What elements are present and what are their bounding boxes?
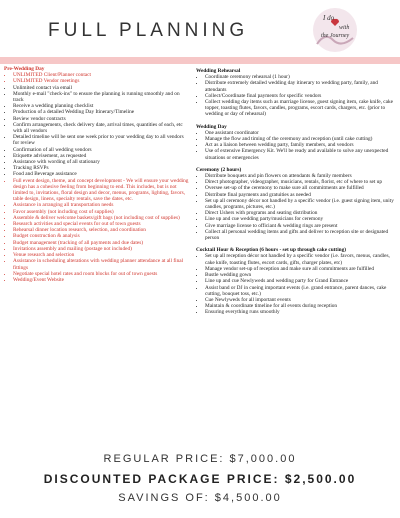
- list-item: • Assistance with wording of all stationary: [13, 159, 190, 165]
- list-item: • Monthly e-mail "check-ins" to ensure the planning is running smoothly and on track: [13, 91, 190, 103]
- list-item: • Line up and cue wedding party/musicians for ceremony: [205, 216, 396, 222]
- list-item: • Oversee set-up of the ceremony to make sure all commitments are fulfilled: [205, 185, 396, 191]
- list-item: • Detailed timeline will be sent one week prior to your wedding day to all vendors for review: [13, 134, 190, 146]
- list-item: • Review vendor contracts: [13, 116, 190, 122]
- list-item: • Distribute final payments and gratuities as needed: [205, 192, 396, 198]
- list-item: • Line up and cue Newlyweds and wedding party for Grand Entrance: [205, 278, 396, 284]
- list-item: • Distribute extremely detailed wedding day itinerary to wedding party, family, and attendants: [205, 80, 396, 92]
- list-item: • Coordinate ceremony rehearsal (1 hour): [205, 74, 396, 80]
- list-item: • Manage vendor set-up of reception and make sure all commitments are fulfilled: [205, 266, 396, 272]
- list-item: • Set up all reception décor not handled by a specific vendor (i.e. favors, menus, candles, cake knife, toasting flutes, escort cards, gifts, charger plates, etc): [205, 253, 396, 265]
- list-item: • Assistance in scheduling alterations with wedding planner attendance at all final fittings: [13, 258, 190, 270]
- list-item: • Bustle wedding gown: [205, 272, 396, 278]
- page-title: FULL PLANNING: [48, 20, 249, 41]
- section-title-ceremony: Ceremony (2 hours): [196, 166, 242, 173]
- rehearsal-list: [196, 74, 396, 117]
- list-item: • Assist band or DJ in cueing important events (i.e. grand entrance, parent dances, cake cutting, bouquet toss, etc.): [205, 285, 396, 297]
- list-item: • Etiquette advisement, as requested: [13, 153, 190, 159]
- list-item: • Food and Beverage assistance: [13, 171, 190, 177]
- list-item: • Budget construction & analysis: [13, 233, 190, 239]
- list-item: • Full event design, theme, and concept development - We will ensure your wedding design has a cohesive feeling from beginning to end. This includes, but is not limited to, invitations, floral design and decor, menus, programs, lighting, favors, table design, linens, specialty rentals, save the dates, etc.: [13, 178, 190, 203]
- savings-amount: SAVINGS OF: $4,500.00: [118, 492, 282, 504]
- section-title-pre-wedding: Pre-Wedding Day: [4, 66, 45, 72]
- list-item: • Negotiate special hotel rates and room blocks for out of town guests: [13, 271, 190, 277]
- list-item: • Assistance in arranging all transportation needs: [13, 202, 190, 208]
- list-item: • Confirm arrangements, check delivery date, arrival times, quantities of each, etc with all vendors: [13, 122, 190, 134]
- left-column: [4, 66, 190, 283]
- ceremony-list: [196, 173, 396, 241]
- list-item: • Act as a liaison between wedding party, family members, and vendors: [205, 142, 396, 148]
- list-item: • Maintain & coordinate timeline for all events during reception: [205, 303, 396, 309]
- list-item: • Invitations assembly and mailing (postage not included): [13, 246, 190, 252]
- list-item: • Unlimited contact via email: [13, 85, 190, 91]
- right-column: [196, 66, 396, 316]
- regular-price: REGULAR PRICE: $7,000.00: [103, 453, 297, 465]
- list-item: • Tracking RSVPs: [13, 165, 190, 171]
- brand-logo: [303, 4, 367, 56]
- list-item: • Research activities and special events for out of town guests: [13, 221, 190, 227]
- list-item: • Rehearsal dinner location research, selection, and coordination: [13, 227, 190, 233]
- list-item: • Direct Ushers with programs and seating distribution: [205, 210, 396, 216]
- list-item: • Confirmation of all wedding vendors: [13, 147, 190, 153]
- accent-bar: [0, 57, 400, 64]
- svg-text:the Journey: the Journey: [321, 33, 350, 39]
- list-item: • Set up all ceremony décor not handled by a specific vendor (i.e. guest signing item, unity candles, programs, pictures, etc.): [205, 198, 396, 210]
- list-item: • Receive a wedding planning checklist: [13, 103, 190, 109]
- cocktail-list: [196, 253, 396, 315]
- list-item: • Venue research and selection: [13, 252, 190, 258]
- list-item: • Collect wedding day items such as marriage license, guest signing item, cake knife, cake topper, toasting flutes, favors, candles, programs, escort cards, chargers, etc. (prior to wedding or day of rehearsal): [205, 99, 396, 118]
- list-item: • UNLIMITED Vendor meetings: [13, 78, 190, 84]
- list-item: • Assemble & deliver welcome baskets/gift bags (not including cost of supplies): [13, 215, 190, 221]
- section-title-cocktail: Cocktail Hour & Reception (6 hours - set up through cake cutting): [196, 247, 347, 254]
- svg-text:I do: I do: [323, 14, 335, 22]
- list-item: • Ensuring everything runs smoothly: [205, 309, 396, 315]
- list-item: • Favor assembly (not including cost of supplies): [13, 209, 190, 215]
- section-title-rehearsal: Wedding Rehearsal: [196, 68, 241, 74]
- list-item: • Direct photographer, videographer, musicians, rentals, florist, etc of where to set up: [205, 179, 396, 185]
- section-title-wedding-day: Wedding Day: [196, 123, 227, 130]
- list-item: • One assistant coordinator: [205, 130, 396, 136]
- list-item: • Cue Newlyweds for all important events: [205, 297, 396, 303]
- pre-wedding-list: [4, 72, 190, 283]
- list-item: • Collect all personal wedding items and gifts and deliver to reception site or designated person: [205, 229, 396, 241]
- list-item: • Give marriage license to officiant & wedding rings are present: [205, 223, 396, 229]
- wedding-day-list: [196, 130, 396, 161]
- list-item: • Wedding/Event Website: [13, 277, 190, 283]
- list-item: • Budget management (tracking of all payments and due dates): [13, 240, 190, 246]
- list-item: • Use of extensive Emergency Kit. We'll be ready and available to solve any unexpected situations or emergencies: [205, 148, 396, 160]
- list-item: • Collect/Coordinate final payments for specific vendors: [205, 93, 396, 99]
- list-item: • Production of a detailed Wedding Day Itinerary/Timeline: [13, 109, 190, 115]
- svg-text:with: with: [339, 25, 350, 31]
- list-item: • Distribute bouquets and pin flowers on attendants & family members: [205, 173, 396, 179]
- list-item: • UNLIMITED Client/Planner contact: [13, 72, 190, 78]
- discounted-price: DISCOUNTED PACKAGE PRICE: $2,500.00: [43, 472, 357, 486]
- list-item: • Manage the flow and timing of the ceremony and reception (until cake cutting): [205, 136, 396, 142]
